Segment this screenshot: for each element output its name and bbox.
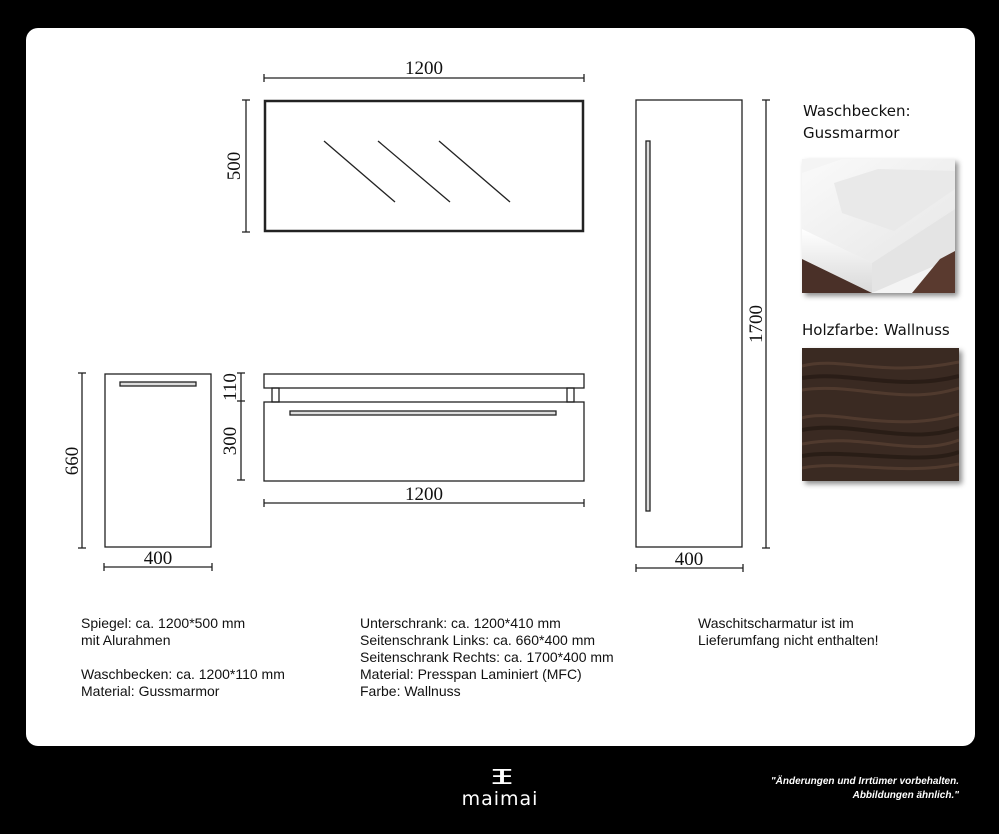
- side-cabinet-left: [105, 374, 211, 547]
- basin-material-image: [802, 159, 955, 293]
- spec-line: Seitenschrank Rechts: ca. 1700*400 mm: [360, 649, 614, 665]
- dim-label-tall-height: 1700: [746, 305, 767, 343]
- logo-mark-icon: ƎE: [491, 765, 509, 789]
- mirror-frame: [265, 101, 583, 231]
- tall-cabinet: [636, 100, 742, 547]
- tall-cabinet-handle: [646, 141, 650, 511]
- side-cabinet-left-handle: [120, 382, 196, 386]
- spec-line: Seitenschrank Links: ca. 660*400 mm: [360, 632, 596, 648]
- content-panel: [26, 28, 975, 746]
- basin-swatch-title: [803, 100, 911, 144]
- spec-line: Unterschrank: ca. 1200*410 mm: [360, 615, 561, 631]
- dim-label-tall-width: 400: [674, 549, 704, 570]
- disclaimer-line-1: "Änderungen und Irrtümer vorbehalten.: [770, 776, 959, 787]
- spec-line: mit Alurahmen: [81, 632, 171, 648]
- spec-column-cabinets: [360, 615, 614, 700]
- dim-label-mirror-width: 1200: [405, 58, 443, 79]
- spec-line: Waschitscharmatur ist im: [698, 615, 854, 631]
- brand-logo: [450, 766, 550, 810]
- disclaimer-line-2: Abbildungen ähnlich.": [852, 790, 959, 801]
- basin-swatch-title-line-1: Waschbecken:: [803, 102, 911, 120]
- spec-column-mirror-basin: [81, 615, 285, 700]
- mirror-glare-lines: [324, 141, 510, 202]
- dim-label-left-height: 660: [62, 446, 83, 476]
- basin-render: [802, 159, 955, 293]
- basin-swatch-title-line-2: Gussmarmor: [803, 124, 900, 142]
- wood-color-swatch: [802, 348, 959, 481]
- wood-swatch-title: Holzfarbe: Wallnuss: [802, 321, 950, 339]
- spec-line: Waschbecken: ca. 1200*110 mm: [81, 666, 285, 682]
- brand-name: maimai: [461, 788, 539, 810]
- dim-label-basin-height: 110: [220, 373, 241, 401]
- spec-line: Farbe: Wallnuss: [360, 683, 461, 699]
- spec-line: Material: Gussmarmor: [81, 683, 220, 699]
- spec-spacer: [81, 649, 285, 666]
- spec-line: Spiegel: ca. 1200*500 mm: [81, 615, 246, 631]
- dim-label-vanity-height: 300: [220, 426, 241, 456]
- spec-column-note: [698, 615, 879, 649]
- dim-label-mirror-height: 500: [224, 151, 245, 181]
- wood-grain: [802, 348, 959, 481]
- dim-label-left-width: 400: [143, 548, 173, 569]
- disclaimer: [771, 775, 959, 803]
- dim-label-vanity-width: 1200: [405, 484, 443, 505]
- basin-top: [264, 374, 584, 388]
- spec-line: Lieferumfang nicht enthalten!: [698, 632, 879, 648]
- vanity-handle: [290, 411, 556, 415]
- spec-line: Material: Presspan Laminiert (MFC): [360, 666, 582, 682]
